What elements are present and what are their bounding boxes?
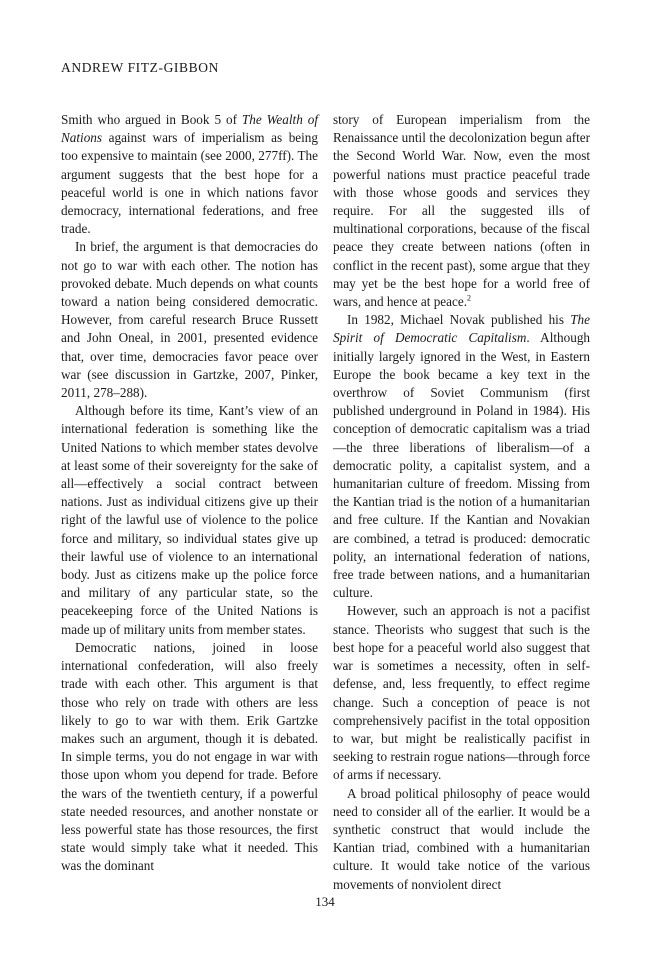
paragraph: Although before its time, Kant’s view of an international federation is something like the United Nations to which member states devolve at least some of their sovereignty for the sake of all—effectively a social contract between nations. Just as individual citizens give up their right of the lawful use of violence to the police force and military, so individual states give up their lawful use of violence to an international body. Just as citizens make up the police force and military of any particular state, so the peacekeeping force of the United Nations is made up of military units from member states. [61, 403, 318, 637]
paragraph: In brief, the argument is that democracies do not go to war with each other. The notion has provoked debate. Much depends on what counts toward a nation being considered democratic. However, from careful research Bruce Russett and John Oneal, in 2001, presented evidence that, over time, democracies favor peace over war (see discussion in Gartzke, 2007, Pinker, 2011, 278–288). [61, 239, 318, 401]
footnote-marker: 2 [467, 293, 471, 303]
book-title: The Spirit of Democratic Capitalism [333, 312, 590, 346]
paragraph: In 1982, Michael Novak published his The Spirit of Democratic Capitalism. Although initially largely ignored in the West, in Eastern Europe the book became a key text in the overthrow of Soviet Communism (first published underground in Poland in 1984). His conception of democratic capitalism was a triad—the three liberations of liberalism—of a democratic polity, a capitalist system, and a humanitarian culture of freedom. Missing from the Kantian triad is the notion of a humanitarian and free culture. If the Kantian and Novakian are combined, a tetrad is produced: democratic polity, an international federation of nations, free trade between nations, and a humanitarian culture. [333, 312, 591, 601]
page-number: 134 [315, 894, 335, 909]
paragraph: Smith who argued in Book 5 of The Wealth of Nations against wars of imperialism as being too expensive to maintain (see 2000, 277ff). The argument suggests that the best hope for a peaceful world is one in which nations favor democracy, international federations, and free trade. [61, 112, 318, 237]
left-column [61, 111, 318, 876]
book-title: The Wealth of Nations [61, 112, 318, 146]
paragraph: A broad political philosophy of peace would need to consider all of the earlier. It would be a synthetic construct that would include the Kantian triad, combined with a humanitarian culture. It would take notice of the various movements of nonviolent direct [333, 785, 590, 892]
right-column [333, 111, 590, 894]
running-head: ANDREW FITZ-GIBBON [61, 60, 219, 75]
paragraph: story of European imperialism from the Renaissance until the decolonization begun after the Second World War. Now, even the most powerful nations must practice peaceful trade with those whose goods and services they require. For all the suggested ills of multinational corporations, because of the fiscal peace they create between nations (often in conflict in the recent past), some argue that they may yet be the best hope for a world free of wars, and hence at peace.$^2$ [333, 112, 590, 310]
paragraph: However, such an approach is not a pacifist stance. Theorists who suggest that such is the best hope for a peaceful world also suggest that war is sometimes a necessity, often in self-defense, and, less frequently, to effect regime change. Such a conception of peace is not comprehensively pacifist in the total opposition to war, but might be realistically pacifist in seeking to restrain rogue nations—through force of arms if necessary. [333, 603, 590, 783]
paragraph: Democratic nations, joined in loose international confederation, will also freely trade with each other. This argument is that those who rely on trade with others are less likely to go to war with them. Erik Gartzke makes such an argument, though it is debated. In simple terms, you do not engage in war with those upon whom you depend for trade. Before the wars of the twentieth century, if a powerful state needed resources, and another nonstate or less powerful state has those resources, the first state would simply take what it needed. This was the dominant [61, 639, 318, 874]
